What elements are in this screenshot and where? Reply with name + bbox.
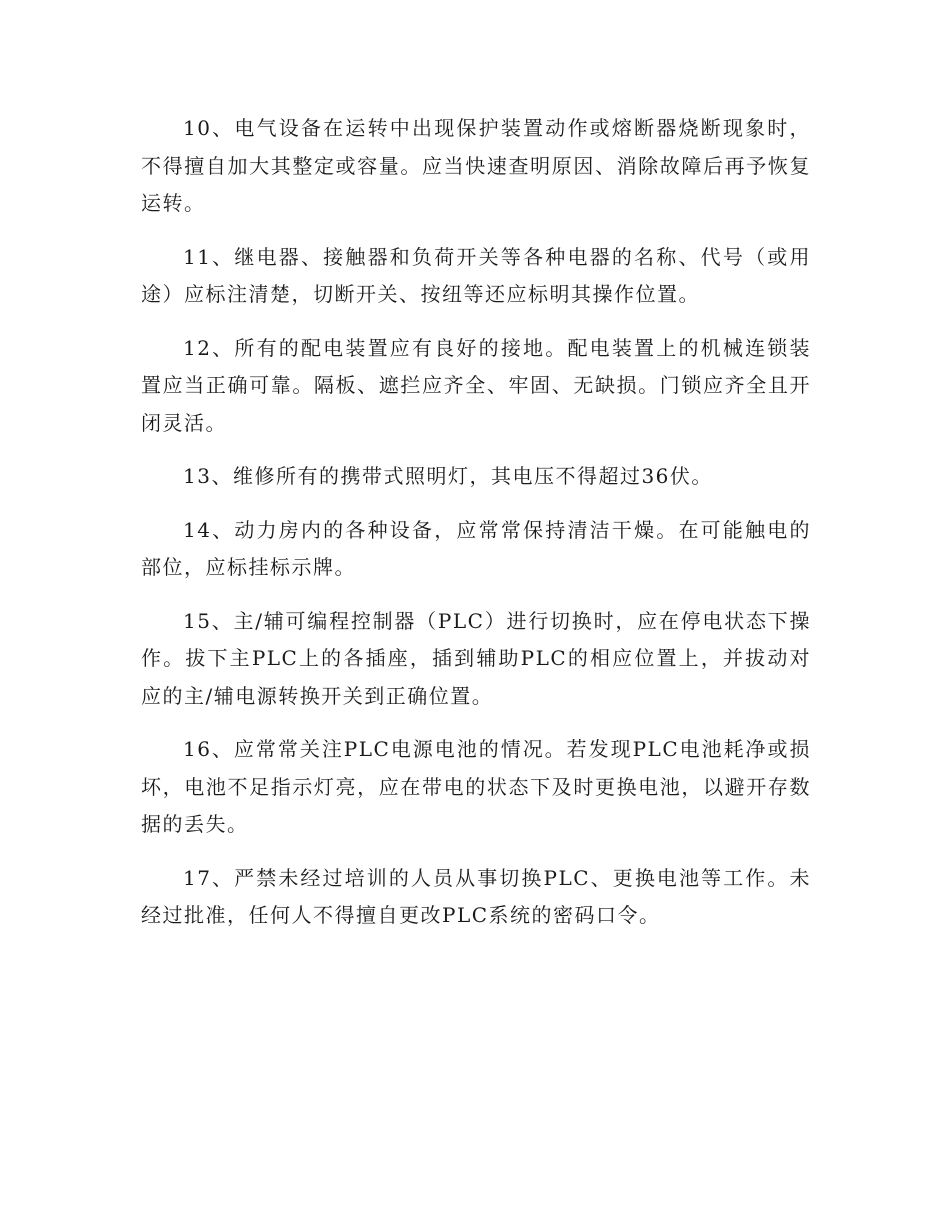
paragraph-11: 11、继电器、接触器和负荷开关等各种电器的名称、代号（或用途）应标注清楚，切断开关、按纽等还应标明其操作位置。 [141, 244, 811, 306]
paragraph-15: 15、主/辅可编程控制器（PLC）进行切换时，应在停电状态下操作。拔下主PLC上的各插座，插到辅助PLC的相应位置上，并拔动对应的主/辅电源转换开关到正确位置。 [141, 608, 811, 708]
paragraph-17: 17、严禁未经过培训的人员从事切换PLC、更换电池等工作。未经过批准，任何人不得擅自更改PLC系统的密码口令。 [141, 865, 811, 927]
document-body [141, 110, 811, 951]
paragraph-10: 10、电气设备在运转中出现保护装置动作或熔断器烧断现象时，不得擅自加大其整定或容量。应当快速查明原因、消除故障后再予恢复运转。 [141, 116, 811, 215]
paragraph-14: 14、动力房内的各种设备，应常常保持清洁干燥。在可能触电的部位，应标挂标示牌。 [141, 517, 811, 579]
paragraph-13: 13、维修所有的携带式照明灯，其电压不得超过36伏。 [183, 464, 713, 488]
paragraph-12: 12、所有的配电装置应有良好的接地。配电装置上的机械连锁装置应当正确可靠。隔板、遮拦应齐全、牢固、无缺损。门锁应齐全且开闭灵活。 [141, 335, 811, 435]
paragraph-16: 16、应常常关注PLC电源电池的情况。若发现PLC电池耗净或损坏，电池不足指示灯亮，应在带电的状态下及时更换电池，以避开存数据的丢失。 [141, 737, 811, 836]
